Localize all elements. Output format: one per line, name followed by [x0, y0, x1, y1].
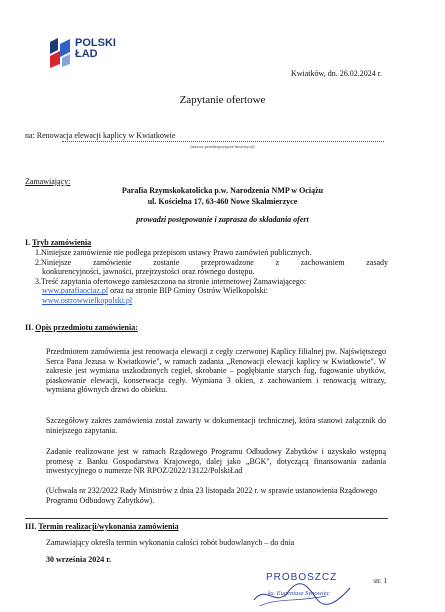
- ordering-party-name: [0, 185, 445, 207]
- section-2-paragraph-2: Szczegółowy zakres zamówienia został zawarty w dokumentacji technicznej, która stanowi załącznik do niniejszego zapytania.: [46, 416, 386, 435]
- section-1-item-3a: 3.Treść zapytania ofertowego zamieszczona na stronie internetowej Zamawiającego:: [35, 276, 307, 286]
- document-date: Kwiatków, dn. 26.02.2024 r.: [290, 69, 382, 78]
- section-1-list: [35, 248, 388, 306]
- document-title: Zapytanie ofertowe: [179, 94, 266, 106]
- logo-line-2: ŁAD: [75, 48, 98, 60]
- section-1-item-3-links: [35, 286, 388, 296]
- section-1-item-3-link2-row: [35, 296, 388, 306]
- subject-caption: (nazwa przedsięwzięcia/inwestycji): [190, 144, 255, 149]
- ordering-party-line-2: ul. Kościelna 17, 63-460 Nowe Skalmierzyce: [147, 197, 298, 206]
- section-2-paragraph-1: Przedmiotem zamówienia jest renowacja elewacji z cegły czerwonej Kaplicy filialnej pw. Najświętszego Serca Pana Jezusa w Kwiatkowie", w ramach zadania „Renowacji elewacji kaplicy w Kwiatkowie". W zakresie jest wymiana uszkodzonych cegieł, skrobanie – pogłębianie starych fug, fugowanie ubytków, piaskowanie elewacji, konserwacja cegły. Wymiana 3 okien, z zachowaniem i renowacją witrazy, wymiana głównych drzwi do obiektu.: [46, 347, 386, 395]
- section-1-title: Tryb zamówienia: [31, 238, 92, 247]
- section-1-item-3b: oraz na stronie BIP Gminy Ostrów Wielkopolski:: [108, 286, 269, 296]
- priest-stamp: [246, 572, 356, 606]
- invitation-line: prowadzi postępowanie i zaprasza do składania ofert: [136, 215, 309, 224]
- subject-underline: [62, 141, 384, 142]
- section-2-paragraph-3: Zadanie realizowane jest w ramach Rządowego Programu Odbudowy Zabytków i uzyskało wstępną promesę z Banku Gospodarstwa Krajowego, dalej jako „BGK", dotyczącą finansowania zadania inwestycyjnego o numerze NR RPOZ/2022/13122/PolskiŁad: [46, 447, 386, 476]
- section-1-item-1: 1.Niniejsze zamówienie nie podlega przepisom ustawy Prawo zamówień publicznych.: [35, 248, 312, 257]
- subject-text: Renowacja elewacji kaplicy w Kwiatkowie: [36, 131, 176, 140]
- section-1-item-2a: 2.Niniejsze zamówienie zostanie przeprowadzone z zachowaniem zasady: [35, 257, 388, 267]
- section-3-heading: [25, 522, 179, 531]
- page-number: str. 1: [373, 577, 387, 585]
- section-2-number: II.: [25, 323, 34, 332]
- stamp-name: ks. Eugeniusz Synowiec: [268, 590, 330, 597]
- subject-prefix: na:: [25, 131, 35, 140]
- section-3-divider: [25, 518, 388, 519]
- ordering-party-label: Zamawiający:: [25, 177, 71, 186]
- section-3-deadline: 30 września 2024 r.: [46, 555, 112, 564]
- section-2-title: Opis przedmiotu zamówienia:: [35, 323, 138, 332]
- logo-wordmark: [75, 38, 116, 60]
- subject-line: [25, 131, 175, 140]
- section-3-paragraph: Zamawiający określa termin wykonania całości robót budowlanych – do dnia: [46, 538, 295, 547]
- section-2-paragraph-4: (Uchwała nr 232/2022 Rady Ministrów z dnia 23 listopada 2022 r. w sprawie ustanowienia Rządowego Programu Odbudowy Zabytków).: [46, 486, 378, 505]
- polski-lad-logo: [48, 36, 128, 76]
- section-1-item-2b: konkurencyjności, jawności, przejrzystości oraz równego dostępu.: [42, 267, 255, 277]
- section-3-number: III.: [25, 522, 37, 531]
- stamp-title: PROBOSZCZ: [266, 572, 338, 583]
- bip-website-link[interactable]: www.ostrowwielkopolski.pl: [42, 295, 133, 305]
- section-1-heading: [25, 238, 91, 247]
- ordering-party-line-1: Parafia Rzymskokatolicka p.w. Narodzenia NMP w Ociążu: [121, 186, 324, 195]
- logo-line-1: POLSKI: [75, 37, 116, 49]
- section-2-heading: [25, 323, 138, 332]
- section-1-number: I.: [25, 238, 31, 247]
- parish-website-link[interactable]: www.parafiaociaz.pl: [42, 286, 109, 296]
- polski-lad-emblem-icon: [48, 36, 74, 68]
- section-3-title: Termin realizacji/wykonania zamówienia: [38, 522, 179, 531]
